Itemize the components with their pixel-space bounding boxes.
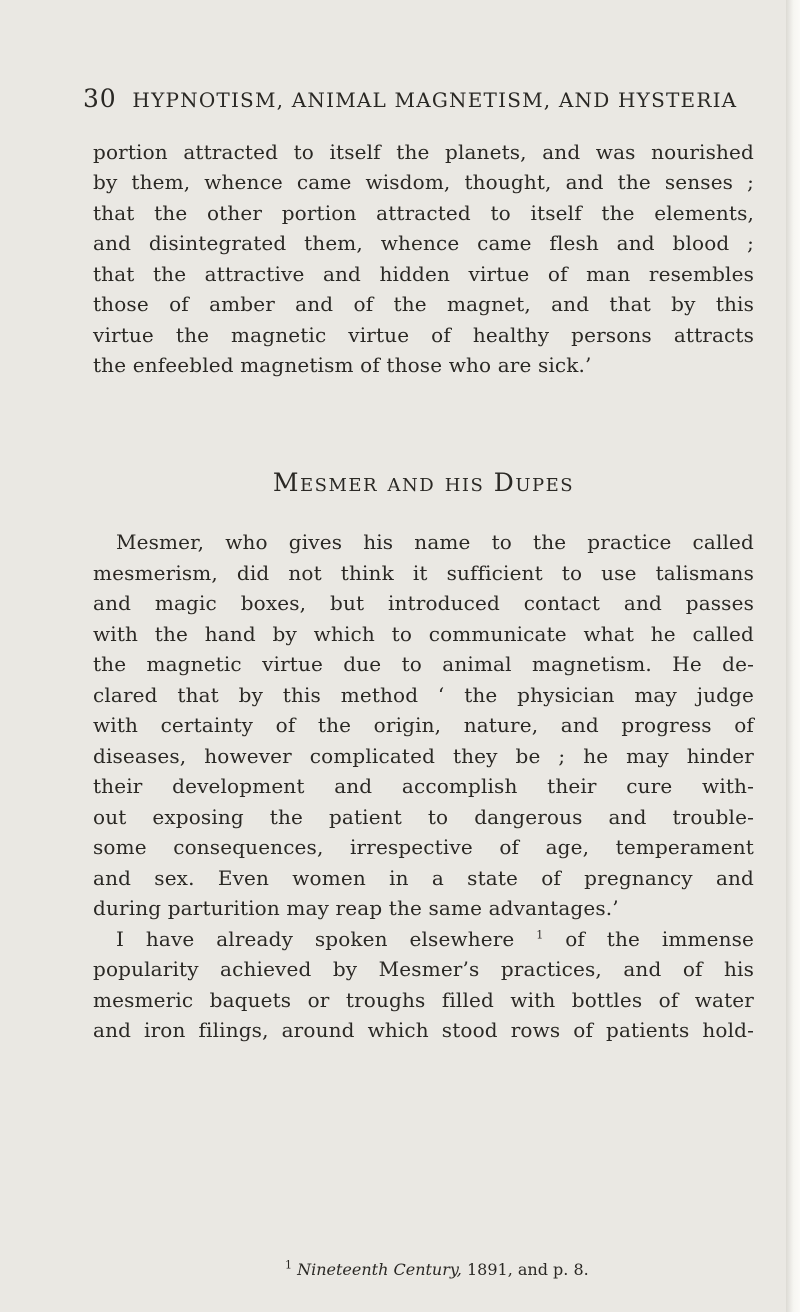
text-line: clared that by this method ‘ the physician may judge (93, 683, 754, 707)
text-line: with certainty of the origin, nature, and progress of (93, 713, 754, 737)
text-line: diseases, however complicated they be ; he may hinder (93, 744, 754, 768)
footnote-detail: 1891, and p. 8. (466, 1260, 589, 1279)
running-header (83, 84, 773, 124)
text-line: that the other portion attracted to itself the elements, (93, 201, 754, 225)
text-fragment: of the immense (565, 927, 755, 951)
text-line: some consequences, irrespective of age, temperament (93, 835, 754, 859)
text-line: by them, whence came wisdom, thought, and the senses ; (93, 170, 754, 194)
text-line: out exposing the patient to dangerous and trouble- (93, 805, 754, 829)
text-line: Mesmer, who gives his name to the practice called (116, 530, 754, 554)
footnote-source: Nineteenth Century, (297, 1260, 462, 1279)
text-line: mesmeric baquets or troughs filled with bottles of water (93, 988, 754, 1012)
page-edge (786, 0, 800, 1312)
text-line: mesmerism, did not think it sufficient to use talismans (93, 561, 754, 585)
running-title: HYPNOTISM, ANIMAL MAGNETISM, AND HYSTERIA (132, 88, 738, 112)
text-fragment: I have already spoken elsewhere (116, 927, 515, 951)
text-line: portion attracted to itself the planets, and was nourished (93, 140, 754, 164)
text-line: virtue the magnetic virtue of healthy persons attracts (93, 323, 754, 347)
text-line: with the hand by which to communicate what he called (93, 622, 754, 646)
page-number: 30 (83, 84, 117, 113)
text-line: that the attractive and hidden virtue of man resembles (93, 262, 754, 286)
text-line: popularity achieved by Mesmer’s practices, and of his (93, 957, 754, 981)
text-line: those of amber and of the magnet, and that by this (93, 292, 754, 316)
section-heading: Mesmer and his Dupes (272, 468, 575, 497)
text-line: the enfeebled magnetism of those who are sick.’ (93, 353, 592, 377)
footnote-marker: 1 (536, 928, 544, 942)
footnote-marker: 1 (285, 1258, 292, 1272)
text-line: and sex. Even women in a state of pregnancy and (93, 866, 754, 890)
text-line (116, 924, 754, 954)
text-line: their development and accomplish their cure with- (93, 774, 754, 798)
text-line: and disintegrated them, whence came flesh and blood ; (93, 231, 754, 255)
text-line: and magic boxes, but introduced contact and passes (93, 591, 754, 615)
text-line: during parturition may reap the same advantages.’ (93, 896, 619, 920)
text-line: the magnetic virtue due to animal magnetism. He de- (93, 652, 754, 676)
footnote (285, 1260, 589, 1279)
text-line: and iron filings, around which stood rows of patients hold- (93, 1018, 754, 1042)
